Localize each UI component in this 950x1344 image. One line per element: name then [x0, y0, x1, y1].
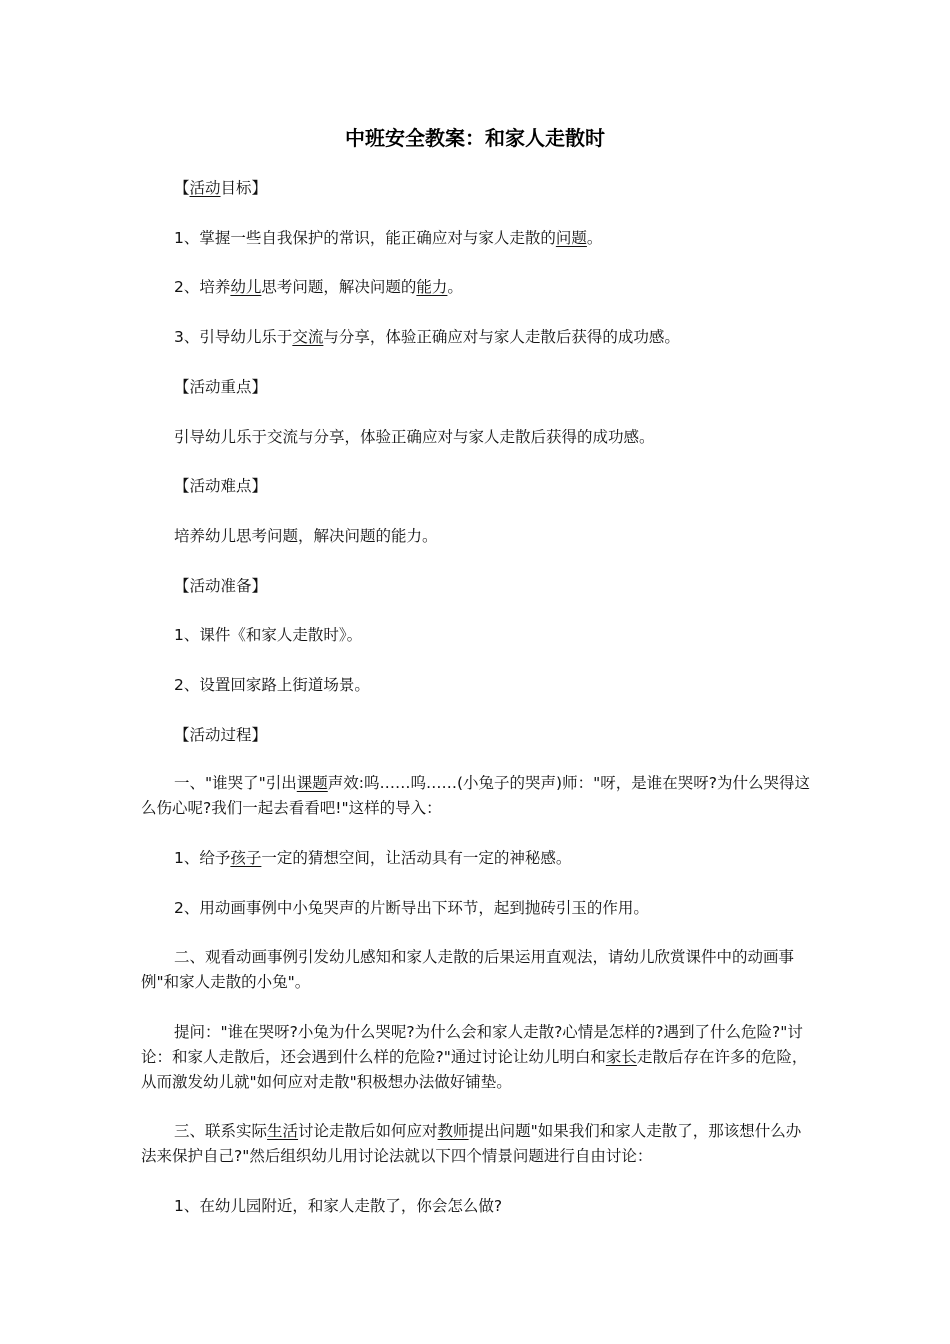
goal-item-3	[141, 325, 811, 350]
question-text: 提问："谁在哭呀?小兔为什么哭呢?为什么会和家人走散?心情是怎样的?遇到了什么危险?"讨论：和家人走散后，还会遇到什么样的危险?"通过讨论让幼儿明白和	[141, 1023, 803, 1066]
goal-item-1	[141, 226, 811, 251]
heading-preparation: 【活动准备】	[174, 577, 268, 595]
heading-key-point: 【活动重点】	[174, 378, 268, 396]
step-1-note-2: 2、用动画事例中小兔哭声的片断导出下环节，起到抛砖引玉的作用。	[174, 899, 649, 917]
page-title: 中班安全教案：和家人走散时	[345, 126, 605, 150]
question-text-end: 走散后存在许多的危险，从而激发幼儿就"如何应对走散"积极想办法做好铺垫。	[141, 1048, 808, 1091]
link-teacher[interactable]: 教师	[437, 1122, 469, 1140]
question-paragraph	[141, 1020, 811, 1095]
link-children[interactable]: 孩子	[230, 849, 262, 867]
goal-text: 3、引导幼儿乐于	[174, 328, 293, 346]
prep-item-2: 2、设置回家路上街道场景。	[174, 676, 370, 694]
link-topic[interactable]: 课题	[296, 774, 328, 792]
step-text-mid: 讨论走散后如何应对	[298, 1122, 438, 1140]
heading-text: 目标】	[220, 179, 268, 197]
process-step-1	[141, 771, 811, 821]
link-child[interactable]: 幼儿	[230, 278, 262, 296]
link-communication[interactable]: 交流	[292, 328, 324, 346]
heading-activity-goal	[141, 176, 811, 201]
difficulty-text: 培养幼儿思考问题，解决问题的能力。	[174, 527, 438, 545]
step-text: 一、"谁哭了"引出	[174, 774, 297, 792]
heading-process: 【活动过程】	[174, 726, 268, 744]
bracket-text: 【	[174, 179, 190, 197]
goal-text: 2、培养	[174, 278, 231, 296]
link-activity[interactable]: 活动	[189, 179, 221, 197]
key-point-text: 引导幼儿乐于交流与分享，体验正确应对与家人走散后获得的成功感。	[174, 428, 655, 446]
goal-text-end: 。	[586, 229, 603, 247]
process-step-3	[141, 1119, 811, 1169]
heading-difficulty: 【活动难点】	[174, 477, 268, 495]
goal-text-mid: 思考问题，解决问题的	[261, 278, 417, 296]
link-parents[interactable]: 家长	[605, 1048, 637, 1066]
step-1-note-1	[141, 846, 811, 871]
scenario-question-1: 1、在幼儿园附近，和家人走散了，你会怎么做?	[174, 1197, 503, 1215]
link-ability[interactable]: 能力	[416, 278, 448, 296]
step-text: 三、联系实际	[174, 1122, 268, 1140]
link-life[interactable]: 生活	[267, 1122, 299, 1140]
step-text-end: 声效:呜……呜……(小兔子的哭声)师："呀，是谁在哭呀?为什么哭得这么伤心呢?我们一起去看看吧!"这样的导入：	[141, 774, 810, 817]
goal-item-2	[141, 275, 811, 300]
goal-text-end: 。	[447, 278, 463, 296]
note-text-end: 一定的猜想空间，让活动具有一定的神秘感。	[261, 849, 572, 867]
prep-item-1: 1、课件《和家人走散时》。	[174, 626, 363, 644]
note-text: 1、给予	[174, 849, 231, 867]
link-problem[interactable]: 问题	[555, 229, 587, 247]
step-text-end: 提出问题"如果我们和家人走散了，那该想什么办法来保护自己?"然后组织幼儿用讨论法就以下四个情景问题进行自由讨论：	[141, 1122, 802, 1165]
goal-text-end: 与分享，体验正确应对与家人走散后获得的成功感。	[323, 328, 680, 346]
goal-text: 1、掌握一些自我保护的常识，能正确应对与家人走散的	[174, 229, 556, 247]
process-step-2: 二、观看动画事例引发幼儿感知和家人走散的后果运用直观法，请幼儿欣赏课件中的动画事例"和家人走散的小兔"。	[141, 948, 795, 991]
